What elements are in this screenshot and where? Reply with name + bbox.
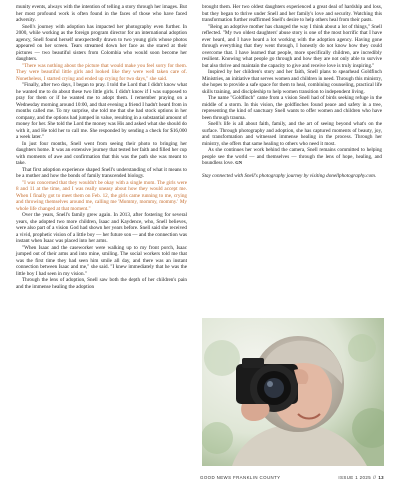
paragraph-text: "There was nothing about the picture that would make you feel sorry for them. They were beautiful little girls and looked like they were well taken care of. Nonetheless, I started crying and ended up crying for two days," she said.	[16, 62, 187, 82]
paragraph-text: The name "Goldfinch" came from a vision Snell had of birds seeking refuge in the middle of a storm. In this vision, the goldfinches found peace and safety in a tree, representing the kind of sanctuary Snell wants to offer women and children who have been through trauma.	[202, 95, 382, 121]
paragraph-text: "I was concerned that they wouldn't be okay with a single mom. The girls were 8 and 11 at the time, and I was really uneasy about how they would accept me. When I finally got to meet them on Feb. 12, the girls came running to me, crying and throwing themselves around me, calling me 'Mommy, mommy, mommy.' My whole life changed at that moment."	[16, 179, 187, 212]
article-paragraph	[16, 212, 187, 245]
article-column-right	[202, 4, 382, 179]
paragraph-text: Snell's journey with adoption has impacted her photography even further. In 2000, while working as the foreign program director for an international adoption agency, Snell found herself unexpectedly drawn to two young girls whose photos appeared on her screen. Tears streamed down her face as she stared at their pictures — two beautiful sisters from Colombia who would soon become her daughters.	[16, 23, 187, 62]
article-paragraph	[16, 167, 187, 180]
article-paragraph	[202, 121, 382, 147]
photographer-with-camera-image	[202, 318, 384, 466]
photographer-image	[202, 318, 384, 466]
article-paragraph	[202, 147, 382, 167]
article-paragraph	[16, 82, 187, 141]
paragraph-text: In just four months, Snell went from seeing their photo to bringing her daughters home. It was an extensive journey that tested her faith and filled her cup with moments of awe and confirmation that this was the path she was meant to take.	[16, 140, 187, 166]
page-number: 13	[378, 475, 384, 480]
paragraph-text: Inspired by her children's story and her faith, Snell plans to spearhead Goldfinch Ministries, an initiative that serves women and children in need. Through this ministry, she hopes to provide a safe space for them to heal, combining counseling, practical life skills training, and discipleship to help women transition to independent living.	[202, 69, 382, 95]
folio-separator: //	[373, 475, 377, 480]
article-column-left	[16, 4, 187, 290]
paragraph-text: brought them. Her two oldest daughters experienced a great deal of hardship and loss, but they began to thrive under Snell and her family's love and security. Watching this transformation further reaffirmed Snell's desire to help others heal from their pasts.	[202, 4, 382, 23]
paragraph-text: Over the years, Snell's family grew again. In 2013, after fostering for several years, she adopted two more children, Isaac and Kaydence, who, Snell believes, were also part of a vision God had shown her years before. Snell said she received a vivid, prophetic vision of a little boy — her future son — and the connection was instant when Isaac was placed into her arms.	[16, 212, 187, 244]
page-folio	[338, 475, 384, 480]
issue-label: ISSUE 1 2025	[338, 475, 372, 480]
article-paragraph	[202, 69, 382, 95]
article-paragraph	[16, 24, 187, 63]
end-mark: GN	[233, 160, 243, 165]
article-paragraph	[16, 63, 187, 83]
paragraph-text: Snell's life is all about faith, family, and the art of seeing beyond what's on the surface. Through photography and adoption, she has captured moments of beauty, joy, and transformation and witnessed immense healing in the process. Through her ministry, she offers that same healing to others who need it most.	[202, 121, 382, 147]
article-paragraph	[202, 24, 382, 70]
page-footer	[0, 474, 400, 484]
article-paragraph	[16, 180, 187, 213]
paragraph-text: That first adoption experience shaped Snell's understanding of what it means to be a mother and how the bonds of family transcended biology.	[16, 166, 187, 179]
photo-credit-note: Stay connected with Snell's photography journey by visiting donellphotography.com.	[202, 172, 377, 179]
article-paragraph	[16, 141, 187, 167]
paragraph-text: "Being an adoptive mother has changed the way I think about a lot of things," Snell reflected. "My two oldest daughters' abuse story is one of the most horrific that I have ever heard, and I have heard a lot working with the adoption agency. Having gone through everything that they went through, I honestly do not know how they could overcome that. I have learned that people, more specifically children, are incredibly resilient. Knowing what people go through and how they are not only able to survive but also thrive and maintain the capacity to give and receive love is truly inspiring."	[202, 23, 382, 69]
paragraph-text: Through the lens of adoption, Snell saw both the depth of her children's pain and the immense healing the adoption	[16, 277, 187, 290]
paragraph-text: "Finally, after two days, I began to pray. I told the Lord that I didn't know what he wanted me to do about these two little girls. I didn't know if I was supposed to pray for them or if he wanted me to adopt them. I remember praying on a Wednesday morning around 10:00, and that evening a friend I hadn't heard from in months called me. To my surprise, she told me that she had stock options in her company, and the options had jumped in value, resulting in a substantial amount of money for her. She told the Lord the money was His and asked what she should do with it, and He told her to call me. She responded by sending a check for $16,000 a week later."	[16, 82, 187, 140]
article-paragraph	[16, 277, 187, 290]
article-paragraph	[16, 4, 187, 24]
article-paragraph	[202, 95, 382, 121]
magazine-name: GOOD NEWS FRANKLIN COUNTY	[200, 475, 281, 480]
paragraph-text: munity events, always with the intention of telling a story through her images. But her most profound work is often found in the faces of those who have faced adversity.	[16, 4, 187, 23]
article-paragraph	[202, 4, 382, 24]
paragraph-text: "When Isaac and the caseworker were walking up to my front porch, Isaac jumped out of their arms and into mine, smiling. The social workers told me that was the first time they had seen him smile all day, and there was an instant connection between Isaac and me," she said. "I knew immediately that he was the little boy I had seen in my vision."	[16, 244, 187, 277]
paragraph-text: As she continues her work behind the camera, Snell remains committed to helping people see the world — and themselves — through the lens of hope, healing, and boundless love.	[202, 147, 382, 166]
article-paragraph	[16, 245, 187, 278]
